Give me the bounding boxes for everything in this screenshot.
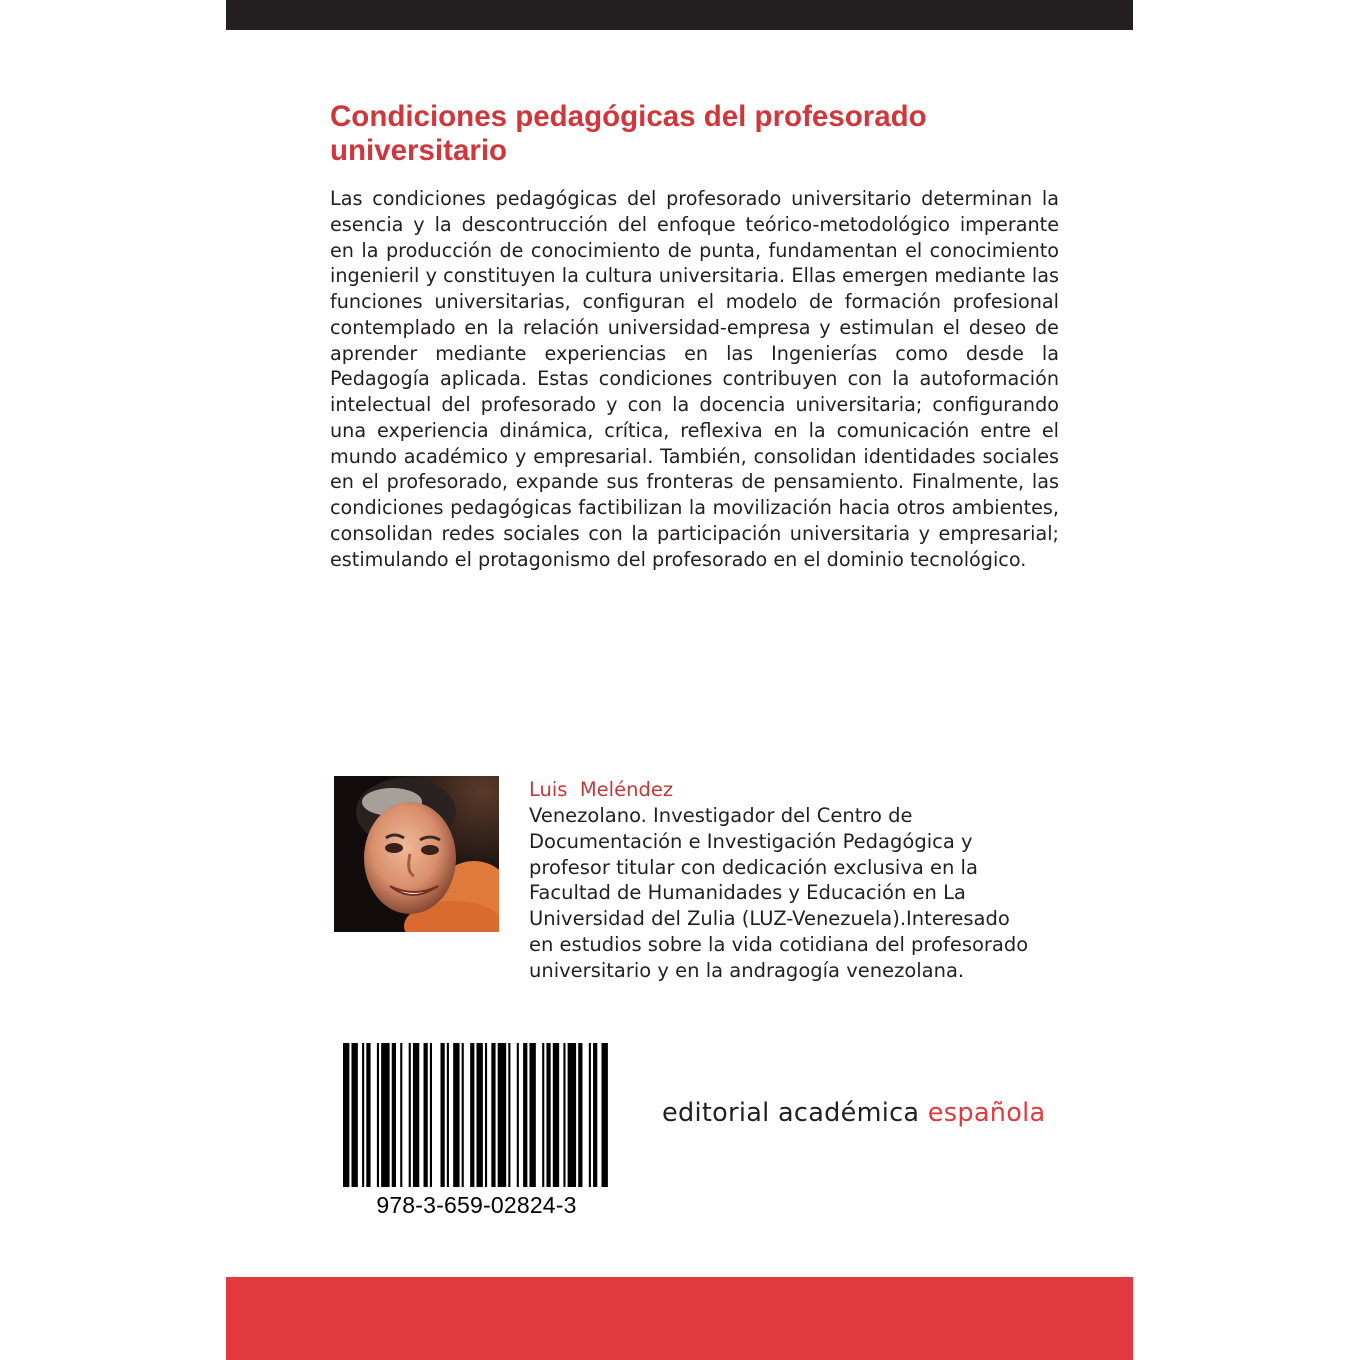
author-bio-line: Facultad de Humanidades y Educación en La [529, 881, 966, 905]
top-color-band [226, 0, 1133, 30]
barcode-bar [529, 1043, 535, 1187]
publisher-logo [662, 1095, 1062, 1131]
author-portrait-image [334, 776, 499, 932]
author-bio-line: profesor titular con dedicación exclusiva en la [529, 855, 978, 879]
barcode-bar [491, 1043, 495, 1187]
barcode-bar [477, 1043, 483, 1187]
barcode-bar [485, 1043, 487, 1187]
publisher-name-main: editorial académica [662, 1098, 920, 1128]
barcode-bar [351, 1043, 357, 1187]
book-title: Condiciones pedagógicas del profesorado universitario [330, 100, 927, 167]
barcode-bar [462, 1043, 464, 1187]
barcode-bar [377, 1043, 379, 1187]
barcode-bar [578, 1043, 582, 1187]
barcode-bar [381, 1043, 389, 1187]
barcode-bar [343, 1043, 349, 1187]
author-bio-line: en estudios sobre la vida cotidiana del profesorado [529, 932, 1029, 956]
barcode-bar [440, 1043, 444, 1187]
author-bio [529, 803, 1069, 984]
barcode-bar [498, 1043, 506, 1187]
barcode-bar [589, 1043, 591, 1187]
barcode-bar [409, 1043, 411, 1187]
bottom-color-band [226, 1277, 1133, 1360]
barcode-bar [517, 1043, 519, 1187]
author-bio-line: Universidad del Zulia (LUZ-Venezuela).Interesado [529, 907, 1010, 931]
publisher-name-accent: española [927, 1098, 1046, 1128]
author-bio-line: Venezolano. Investigador del Centro de [529, 804, 913, 827]
author-bio-line: Documentación e Investigación Pedagógica y [529, 829, 973, 853]
barcode-bar [430, 1043, 432, 1187]
barcode-bar [542, 1043, 544, 1187]
barcode-bar [453, 1043, 459, 1187]
author-bio-line: universitario y en la andragogía venezolana. [529, 958, 965, 982]
barcode-bar [400, 1043, 402, 1187]
barcode-bar [546, 1043, 550, 1187]
barcode-bar [523, 1043, 527, 1187]
barcode-bar [362, 1043, 364, 1187]
barcode-bar [508, 1043, 510, 1187]
book-back-cover [226, 0, 1133, 1360]
barcode-bar [563, 1043, 565, 1187]
barcode-bar [553, 1043, 559, 1187]
author-photo [334, 776, 499, 932]
book-description: Las condiciones pedagógicas del profesorado universitario determinan la esencia y la descontrucción del enfoque teórico-metodológico imperante en la producción de conocimiento de punta, fundamentan el conocimiento ingenieril y constituyen la cultura universitaria. Ellas emergen mediante las funciones universitarias, configuran el modelo de formación profesional contemplado en la relación universidad-empresa y estimulan el deseo de aprender mediante experiencias en las Ingenierías como desde la Pedagogía aplicada. Estas condiciones contribuyen con la autoformación intelectual del profesorado y con la docencia universitaria; configurando una experiencia dinámica, crítica, reflexiva en la comunicación entre el mundo académico y empresarial. También, consolidan identidades sociales en el profesorado, expande sus fronteras de pensamiento. Finalmente, las condiciones pedagógicas factibilizan la movilización hacia otros ambientes, consolidan redes sociales con la participación universitaria y empresarial; estimulando el protagonismo del profesorado en el dominio tecnológico. [330, 187, 1059, 571]
barcode-bar [593, 1043, 597, 1187]
barcode-bar [366, 1043, 370, 1187]
barcode-bar [392, 1043, 396, 1187]
barcode-bar [568, 1043, 576, 1187]
barcode-bar [470, 1043, 474, 1187]
barcode-bar [413, 1043, 419, 1187]
barcode-bar [447, 1043, 449, 1187]
author-name: Luis Meléndez [529, 778, 674, 801]
isbn-barcode [343, 1043, 610, 1187]
isbn-number: 978-3-659-02824-3 [376, 1192, 577, 1218]
barcode-bar [602, 1043, 608, 1187]
barcode-bar [424, 1043, 428, 1187]
